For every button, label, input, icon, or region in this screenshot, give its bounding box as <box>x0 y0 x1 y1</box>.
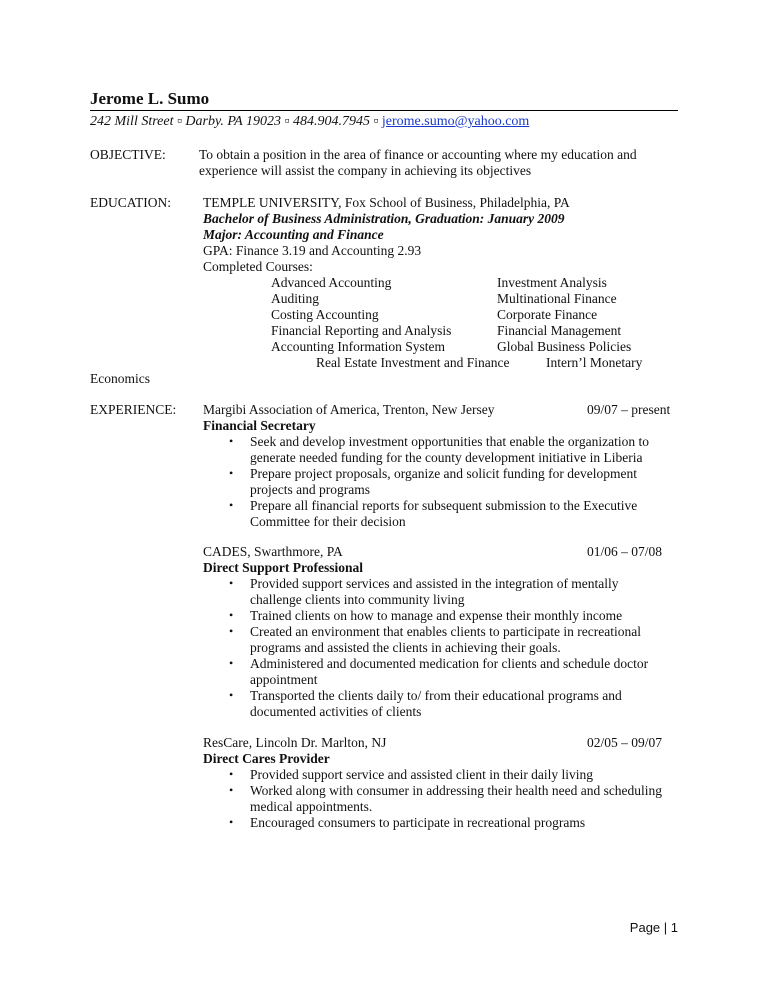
bullet-icon: • <box>229 466 234 480</box>
bullet-icon: • <box>229 815 234 829</box>
courses-label: Completed Courses: <box>203 259 313 274</box>
bullet-text: Transported the clients daily to/ from their educational programs and <box>250 688 622 703</box>
course-left: Financial Reporting and Analysis <box>271 323 452 338</box>
course-right: Global Business Policies <box>497 339 632 354</box>
bullet-icon: • <box>229 608 234 622</box>
course-wrap: Economics <box>90 371 150 386</box>
bullet-text: Committee for their decision <box>250 514 406 529</box>
job-dates: 01/06 – 07/08 <box>587 544 663 559</box>
objective-line-1: To obtain a position in the area of finance or accounting where my education and <box>199 147 637 162</box>
course-left: Costing Accounting <box>271 307 379 322</box>
job-employer: CADES, Swarthmore, PA <box>203 544 343 559</box>
objective-line-2: experience will assist the company in achieving its objectives <box>199 163 532 178</box>
header-rule <box>90 110 678 111</box>
page-number: Page | 1 <box>629 920 678 935</box>
email-link[interactable]: jerome.sumo@yahoo.com <box>381 114 530 129</box>
bullet-icon: • <box>229 434 234 448</box>
school-name: TEMPLE UNIVERSITY, Fox School of Business, Philadelphia, PA <box>203 195 570 210</box>
bullet-icon: • <box>229 688 234 702</box>
bullet-text: programs and assisted the clients in achieving their goals. <box>250 640 561 655</box>
job-dates: 02/05 – 09/07 <box>587 735 663 750</box>
gpa: GPA: Finance 3.19 and Accounting 2.93 <box>203 243 422 258</box>
bullet-text: Created an environment that enables clients to participate in recreational <box>250 624 641 639</box>
job-title: Direct Cares Provider <box>203 751 330 766</box>
job-employer: Margibi Association of America, Trenton, New Jersey <box>203 402 495 417</box>
course-right: Financial Management <box>497 323 622 338</box>
education-label: EDUCATION: <box>90 195 171 210</box>
course-left: Auditing <box>271 291 320 306</box>
bullet-text: Worked along with consumer in addressing their health need and scheduling <box>250 783 663 798</box>
course-left: Advanced Accounting <box>271 275 392 290</box>
bullet-text: generate needed funding for the county development initiative in Liberia <box>250 450 643 465</box>
degree: Bachelor of Business Administration, Graduation: January 2009 <box>203 211 565 226</box>
bullet-text: Seek and develop investment opportunities that enable the organization to <box>250 434 650 449</box>
bullet-text: Encouraged consumers to participate in recreational programs <box>250 815 586 830</box>
course-right: Investment Analysis <box>497 275 607 290</box>
course-extra-left: Real Estate Investment and Finance <box>316 355 510 370</box>
candidate-name: Jerome L. Sumo <box>90 89 210 108</box>
bullet-text: Prepare project proposals, organize and solicit funding for development <box>250 466 638 481</box>
course-right: Multinational Finance <box>497 291 617 306</box>
job-title: Direct Support Professional <box>203 560 363 575</box>
bullet-icon: • <box>229 498 234 512</box>
bullet-icon: • <box>229 767 234 781</box>
course-right: Corporate Finance <box>497 307 598 322</box>
experience-label: EXPERIENCE: <box>90 402 177 417</box>
course-extra-right: Intern’l Monetary <box>546 355 643 370</box>
job-title: Financial Secretary <box>203 418 316 433</box>
job-dates: 09/07 – present <box>587 402 671 417</box>
contact-line <box>90 114 529 130</box>
bullet-text: Prepare all financial reports for subsequent submission to the Executive <box>250 498 638 513</box>
bullet-text: Provided support services and assisted in the integration of mentally <box>250 576 619 591</box>
bullet-text: appointment <box>250 672 318 687</box>
course-left: Accounting Information System <box>271 339 445 354</box>
bullet-text: medical appointments. <box>250 799 373 814</box>
job-employer: ResCare, Lincoln Dr. Marlton, NJ <box>203 735 387 750</box>
objective-label: OBJECTIVE: <box>90 147 166 162</box>
major: Major: Accounting and Finance <box>203 227 384 242</box>
bullet-icon: • <box>229 656 234 670</box>
bullet-icon: • <box>229 576 234 590</box>
bullet-text: projects and programs <box>250 482 370 497</box>
bullet-text: documented activities of clients <box>250 704 422 719</box>
address-text: 242 Mill Street ▫ Darby. PA 19023 ▫ 484.904.7945 ▫ <box>90 114 382 129</box>
bullet-icon: • <box>229 783 234 797</box>
bullet-text: Trained clients on how to manage and expense their monthly income <box>250 608 623 623</box>
bullet-text: Administered and documented medication for clients and schedule doctor <box>250 656 649 671</box>
bullet-text: challenge clients into community living <box>250 592 465 607</box>
bullet-icon: • <box>229 624 234 638</box>
bullet-text: Provided support service and assisted client in their daily living <box>250 767 594 782</box>
